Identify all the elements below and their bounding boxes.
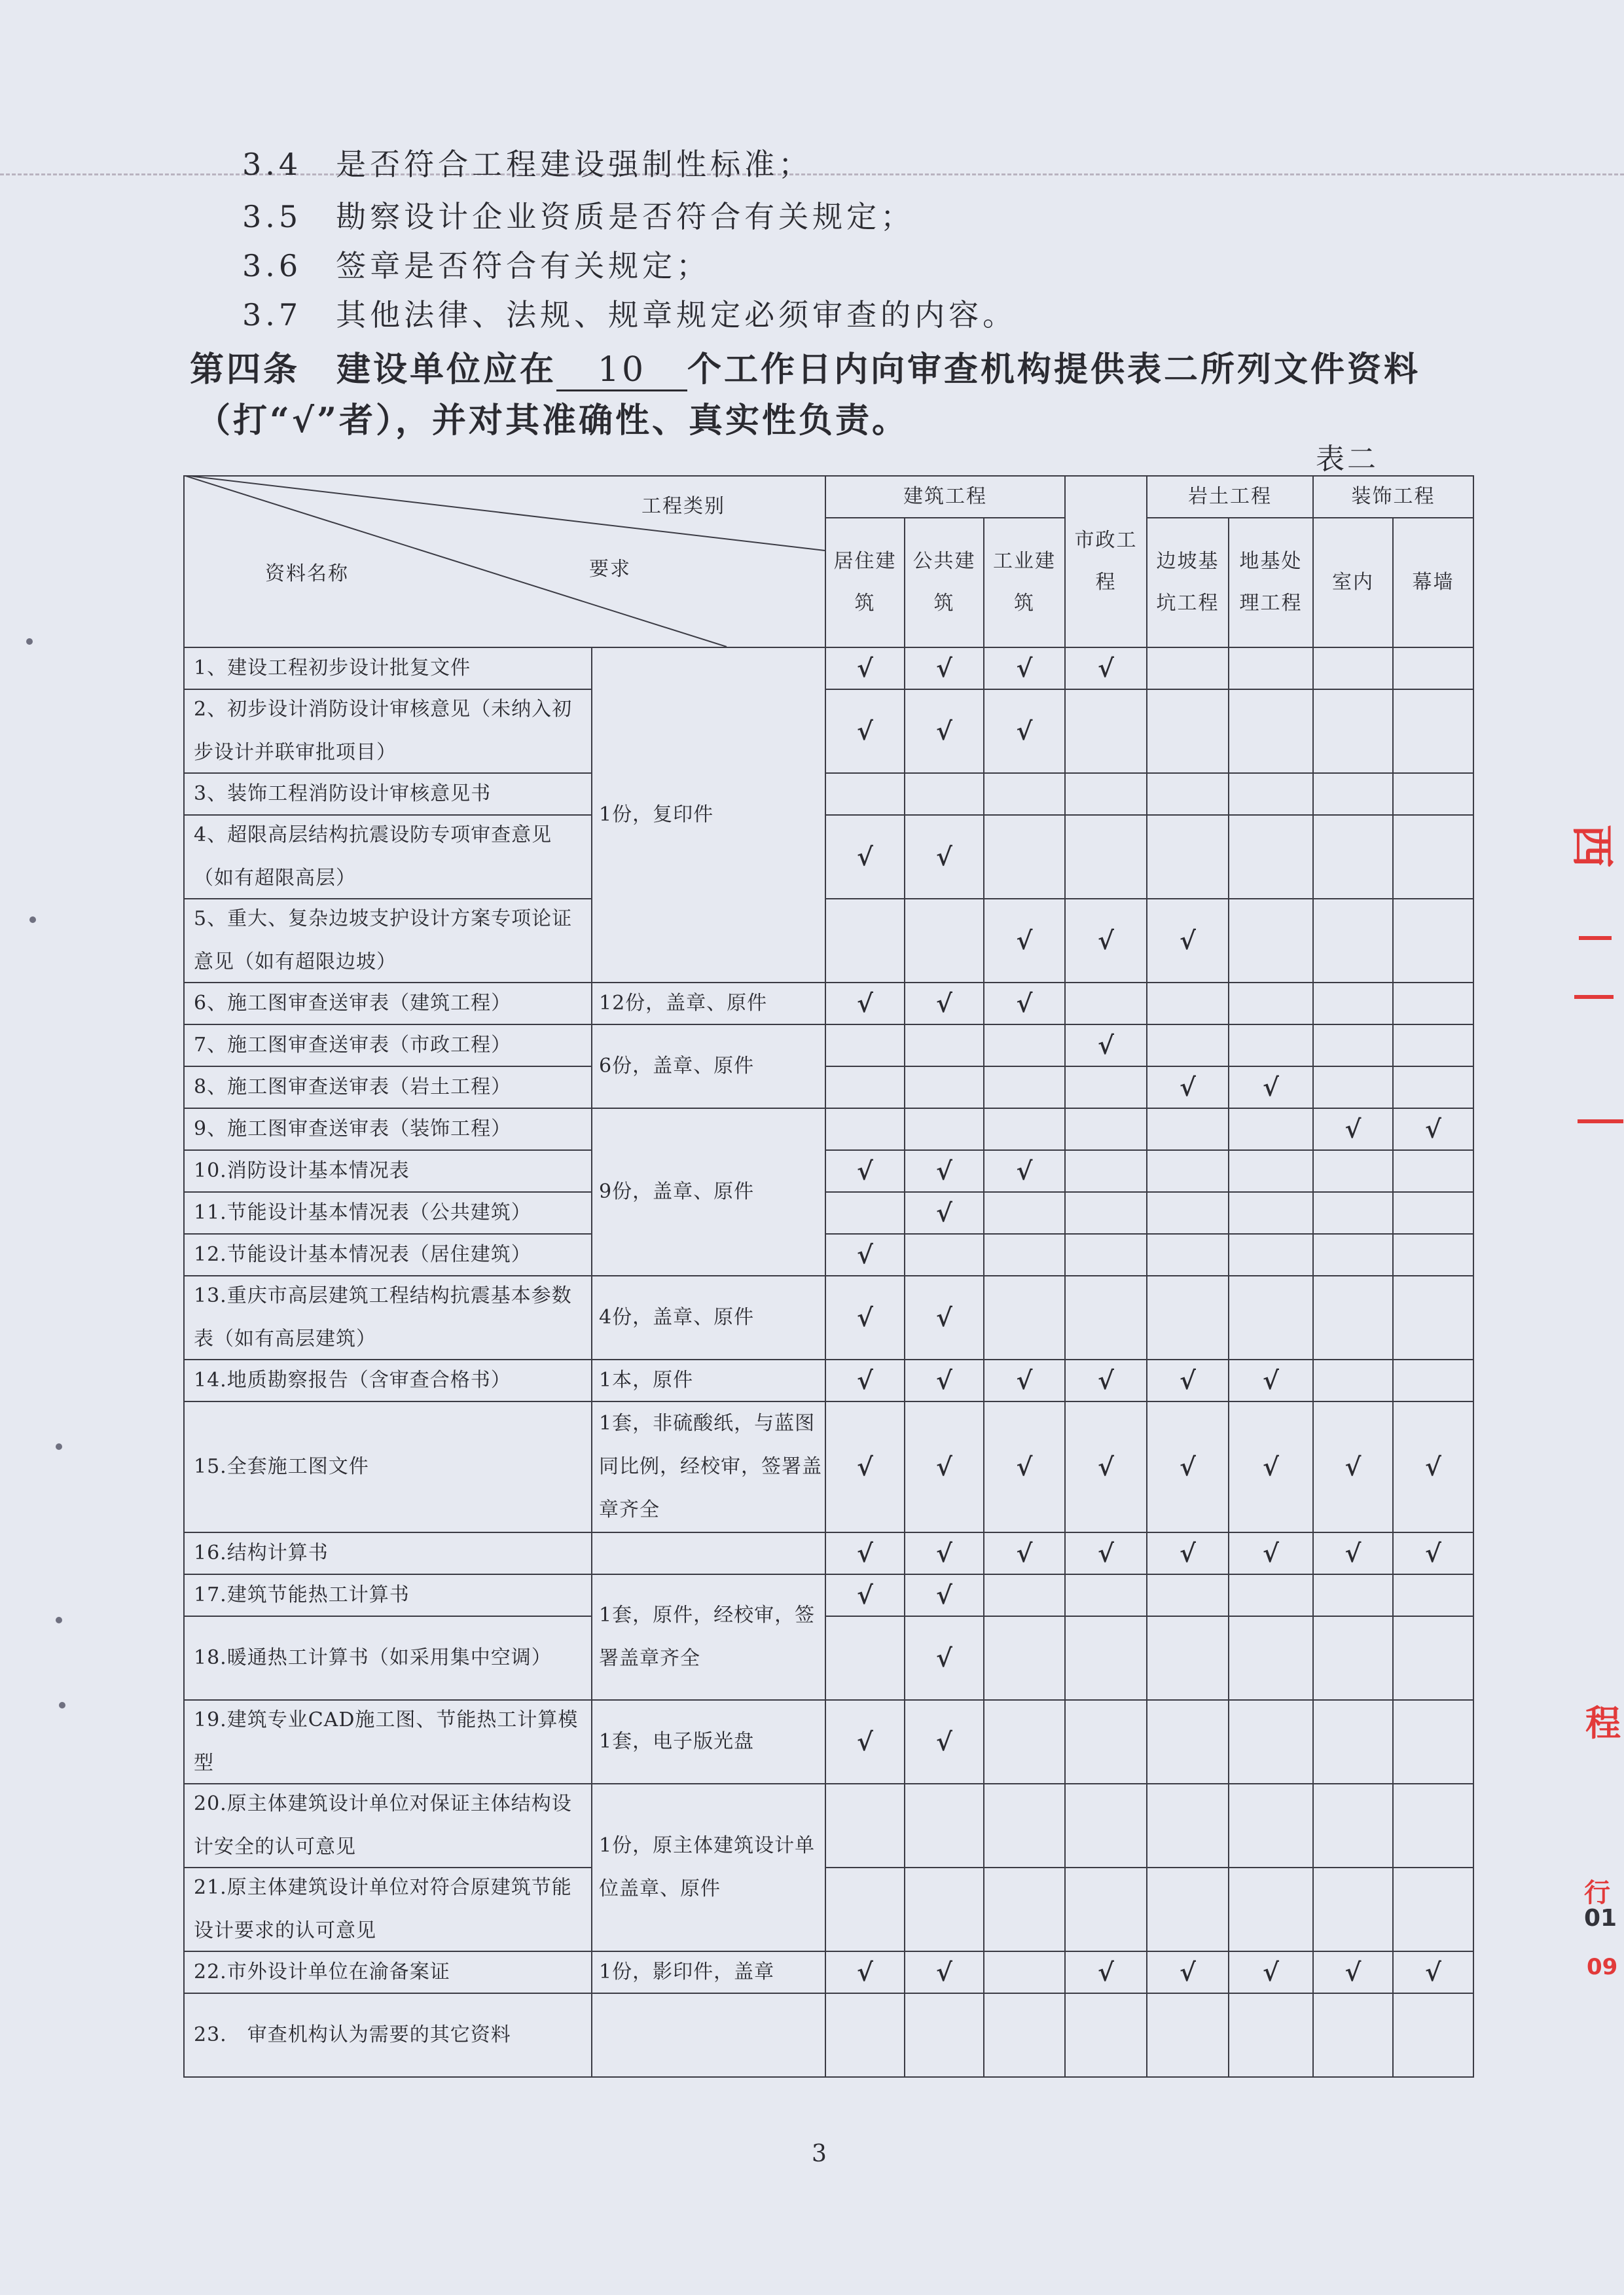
row-name: 20.原主体建筑设计单位对保证主体结构设计安全的认可意见	[183, 1783, 592, 1868]
empty-cell	[1392, 772, 1474, 816]
check-mark: √	[904, 1401, 984, 1533]
empty-cell	[983, 1275, 1066, 1360]
check-mark: √	[1228, 1401, 1314, 1533]
check-mark: √	[904, 982, 984, 1025]
empty-cell	[1312, 1574, 1394, 1617]
check-mark: √	[1064, 1359, 1147, 1402]
check-mark: √	[1146, 1951, 1229, 1994]
empty-cell	[1312, 1867, 1394, 1952]
empty-cell	[1064, 982, 1147, 1025]
check-mark: √	[904, 1699, 984, 1784]
check-mark: √	[1228, 1066, 1314, 1109]
empty-cell	[1146, 1993, 1229, 2078]
header-requirement-label: 要求	[589, 558, 631, 581]
header-diagonal-cell	[183, 475, 826, 648]
check-mark: √	[825, 1951, 905, 1994]
empty-cell	[1064, 1275, 1147, 1360]
binding-hole	[56, 1617, 62, 1623]
empty-cell	[1228, 1699, 1314, 1784]
empty-cell	[1064, 1108, 1147, 1151]
empty-cell	[1146, 1783, 1229, 1868]
empty-cell	[1392, 1066, 1474, 1109]
empty-cell	[825, 1024, 905, 1067]
row-requirement: 6份，盖章、原件	[591, 1024, 826, 1109]
page-number: 3	[812, 2141, 827, 2167]
check-mark: √	[983, 689, 1066, 774]
empty-cell	[1146, 1867, 1229, 1952]
empty-cell	[904, 1783, 984, 1868]
empty-cell	[1392, 1191, 1474, 1235]
row-requirement: 1份，影印件，盖章	[591, 1951, 826, 1994]
empty-cell	[1146, 1699, 1229, 1784]
row-name: 19.建筑专业CAD施工图、节能热工计算模型	[183, 1699, 592, 1784]
header-col-6: 室内	[1312, 517, 1394, 648]
empty-cell	[1312, 982, 1394, 1025]
red-stamp-fragment: 01	[1584, 1905, 1617, 1932]
empty-cell	[1064, 1191, 1147, 1235]
empty-cell	[904, 1867, 984, 1952]
empty-cell	[1392, 1993, 1474, 2078]
check-mark: √	[904, 1191, 984, 1235]
check-mark: √	[904, 814, 984, 899]
empty-cell	[1064, 1867, 1147, 1952]
check-mark: √	[1146, 1532, 1229, 1575]
empty-cell	[983, 1108, 1066, 1151]
empty-cell	[825, 1066, 905, 1109]
check-mark: √	[825, 814, 905, 899]
row-name: 14.地质勘察报告（含审查合格书）	[183, 1359, 592, 1402]
empty-cell	[1228, 898, 1314, 983]
row-name: 5、重大、复杂边坡支护设计方案专项论证意见（如有超限边坡）	[183, 898, 592, 983]
empty-cell	[1312, 1024, 1394, 1067]
empty-cell	[1228, 1024, 1314, 1067]
check-mark: √	[825, 982, 905, 1025]
row-name: 18.暖通热工计算书（如采用集中空调）	[183, 1616, 592, 1701]
row-name: 4、超限高层结构抗震设防专项审查意见（如有超限高层）	[183, 814, 592, 899]
check-mark: √	[825, 1359, 905, 1402]
row-name: 7、施工图审查送审表（市政工程）	[183, 1024, 592, 1067]
days-blank: 10	[556, 350, 687, 391]
check-mark: √	[904, 1275, 984, 1360]
row-name: 2、初步设计消防设计审核意见（未纳入初步设计并联审批项目）	[183, 689, 592, 774]
empty-cell	[904, 1108, 984, 1151]
empty-cell	[1146, 772, 1229, 816]
empty-cell	[1312, 1993, 1394, 2078]
check-mark: √	[1146, 1359, 1229, 1402]
check-mark: √	[904, 1574, 984, 1617]
empty-cell	[1228, 1233, 1314, 1276]
empty-cell	[983, 814, 1066, 899]
empty-cell	[1228, 1574, 1314, 1617]
article-4-line1	[190, 342, 1420, 391]
red-stamp-fragment: 09	[1587, 1954, 1618, 1980]
empty-cell	[1228, 1275, 1314, 1360]
check-mark: √	[983, 1359, 1066, 1402]
empty-cell	[1392, 1699, 1474, 1784]
empty-cell	[1146, 689, 1229, 774]
empty-cell	[983, 1993, 1066, 2078]
empty-cell	[1392, 1616, 1474, 1701]
check-mark: √	[904, 1149, 984, 1193]
empty-cell	[904, 1066, 984, 1109]
empty-cell	[1146, 1233, 1229, 1276]
empty-cell	[983, 1699, 1066, 1784]
check-mark: √	[825, 647, 905, 690]
header-category-label: 工程类别	[641, 495, 725, 518]
empty-cell	[983, 1024, 1066, 1067]
check-mark: √	[983, 647, 1066, 690]
empty-cell	[1312, 647, 1394, 690]
check-mark: √	[904, 647, 984, 690]
empty-cell	[983, 1783, 1066, 1868]
red-stamp-fragment: 行	[1584, 1878, 1610, 1908]
empty-cell	[825, 1191, 905, 1235]
empty-cell	[1228, 1993, 1314, 2078]
empty-cell	[1312, 689, 1394, 774]
row-name: 23. 审查机构认为需要的其它资料	[183, 1993, 592, 2078]
empty-cell	[1064, 1993, 1147, 2078]
header-col-1: 公共建筑	[904, 517, 984, 648]
row-name: 1、建设工程初步设计批复文件	[183, 647, 592, 690]
check-mark: √	[1312, 1401, 1394, 1533]
empty-cell	[1392, 1149, 1474, 1193]
empty-cell	[1064, 1233, 1147, 1276]
red-stamp-mark	[1578, 1119, 1623, 1123]
check-mark: √	[904, 1951, 984, 1994]
check-mark: √	[1064, 1532, 1147, 1575]
article-4-lead: 第四条 建设单位应在	[190, 350, 557, 389]
empty-cell	[825, 1783, 905, 1868]
row-name: 10.消防设计基本情况表	[183, 1149, 592, 1193]
empty-cell	[825, 898, 905, 983]
header-col-0: 居住建筑	[825, 517, 905, 648]
row-requirement-empty	[591, 1993, 826, 2078]
check-mark: √	[825, 1275, 905, 1360]
check-mark: √	[904, 1359, 984, 1402]
empty-cell	[904, 1233, 984, 1276]
empty-cell	[1312, 1616, 1394, 1701]
check-mark: √	[1392, 1108, 1474, 1151]
empty-cell	[1146, 1024, 1229, 1067]
empty-cell	[1146, 982, 1229, 1025]
empty-cell	[983, 1951, 1066, 1994]
empty-cell	[1146, 1108, 1229, 1151]
check-mark: √	[825, 689, 905, 774]
row-name: 16.结构计算书	[183, 1532, 592, 1575]
row-name: 9、施工图审查送审表（装饰工程）	[183, 1108, 592, 1151]
empty-cell	[1064, 772, 1147, 816]
empty-cell	[1392, 1867, 1474, 1952]
empty-cell	[825, 1993, 905, 2078]
empty-cell	[1064, 1066, 1147, 1109]
check-mark: √	[983, 1401, 1066, 1533]
empty-cell	[983, 1233, 1066, 1276]
binding-hole	[59, 1702, 65, 1708]
empty-cell	[983, 772, 1066, 816]
empty-cell	[1228, 647, 1314, 690]
empty-cell	[1312, 814, 1394, 899]
empty-cell	[1064, 1574, 1147, 1617]
empty-cell	[983, 1616, 1066, 1701]
empty-cell	[1228, 1149, 1314, 1193]
empty-cell	[1228, 814, 1314, 899]
row-name: 13.重庆市高层建筑工程结构抗震基本参数表（如有高层建筑）	[183, 1275, 592, 1360]
empty-cell	[1392, 814, 1474, 899]
header-col-7: 幕墙	[1392, 517, 1474, 648]
empty-cell	[1312, 1233, 1394, 1276]
row-name: 22.市外设计单位在渝备案证	[183, 1951, 592, 1994]
empty-cell	[1392, 898, 1474, 983]
empty-cell	[825, 1108, 905, 1151]
row-requirement: 1本，原件	[591, 1359, 826, 1402]
row-requirement: 1套，电子版光盘	[591, 1699, 826, 1784]
empty-cell	[1392, 1275, 1474, 1360]
row-name: 3、装饰工程消防设计审核意见书	[183, 772, 592, 816]
empty-cell	[1064, 814, 1147, 899]
clause-3-4: 3.4 是否符合工程建设强制性标准；	[242, 147, 813, 182]
row-requirement: 1份，原主体建筑设计单位盖章、原件	[591, 1783, 826, 1952]
article-4-line2: （打“√”者），并对其准确性、真实性负责。	[196, 401, 909, 441]
empty-cell	[1392, 1024, 1474, 1067]
binding-hole	[26, 638, 33, 645]
row-requirement: 12份，盖章、原件	[591, 982, 826, 1025]
check-mark: √	[983, 982, 1066, 1025]
empty-cell	[1146, 1149, 1229, 1193]
check-mark: √	[1064, 898, 1147, 983]
row-name: 11.节能设计基本情况表（公共建筑）	[183, 1191, 592, 1235]
empty-cell	[825, 1616, 905, 1701]
empty-cell	[1392, 1233, 1474, 1276]
check-mark: √	[825, 1401, 905, 1533]
check-mark: √	[1146, 1066, 1229, 1109]
red-stamp-mark	[1579, 936, 1612, 940]
empty-cell	[1312, 1783, 1394, 1868]
empty-cell	[1312, 1066, 1394, 1109]
empty-cell	[1228, 772, 1314, 816]
row-name: 6、施工图审查送审表（建筑工程）	[183, 982, 592, 1025]
header-group-decoration: 装饰工程	[1312, 475, 1474, 518]
empty-cell	[1146, 1574, 1229, 1617]
empty-cell	[1146, 814, 1229, 899]
empty-cell	[1312, 1359, 1394, 1402]
header-col-4: 边坡基坑工程	[1146, 517, 1229, 648]
empty-cell	[1312, 1149, 1394, 1193]
check-mark: √	[904, 1532, 984, 1575]
empty-cell	[1312, 772, 1394, 816]
empty-cell	[1146, 1191, 1229, 1235]
check-mark: √	[1392, 1401, 1474, 1533]
empty-cell	[825, 1867, 905, 1952]
binding-hole	[56, 1443, 62, 1450]
empty-cell	[904, 1024, 984, 1067]
empty-cell	[1312, 1275, 1394, 1360]
empty-cell	[1392, 1783, 1474, 1868]
row-name: 12.节能设计基本情况表（居住建筑）	[183, 1233, 592, 1276]
clause-3-7: 3.7 其他法律、法规、规章规定必须审查的内容。	[242, 297, 1017, 333]
row-requirement: 1套，非硫酸纸，与蓝图同比例，经校审，签署盖章齐全	[591, 1401, 826, 1533]
clause-3-6: 3.6 签章是否符合有关规定；	[242, 248, 711, 283]
empty-cell	[983, 1191, 1066, 1235]
empty-cell	[1392, 1574, 1474, 1617]
clause-3-5: 3.5 勘察设计企业资质是否符合有关规定；	[242, 199, 915, 234]
check-mark: √	[825, 1149, 905, 1193]
article-4-tail: 个工作日内向审查机构提供表二所列文件资料	[687, 350, 1421, 389]
empty-cell	[904, 772, 984, 816]
empty-cell	[1228, 1783, 1314, 1868]
check-mark: √	[904, 689, 984, 774]
check-mark: √	[1064, 1401, 1147, 1533]
header-docname-label: 资料名称	[265, 562, 349, 585]
empty-cell	[1064, 1616, 1147, 1701]
check-mark: √	[1312, 1951, 1394, 1994]
empty-cell	[1392, 982, 1474, 1025]
empty-cell	[1228, 1867, 1314, 1952]
empty-cell	[1064, 1783, 1147, 1868]
row-requirement: 9份，盖章、原件	[591, 1108, 826, 1276]
check-mark: √	[983, 898, 1066, 983]
empty-cell	[1228, 1191, 1314, 1235]
empty-cell	[825, 772, 905, 816]
empty-cell	[1312, 898, 1394, 983]
row-name: 17.建筑节能热工计算书	[183, 1574, 592, 1617]
row-requirement-empty	[591, 1532, 826, 1575]
empty-cell	[1146, 1275, 1229, 1360]
header-col-5: 地基处理工程	[1228, 517, 1314, 648]
header-group-building: 建筑工程	[825, 475, 1066, 518]
row-name: 21.原主体建筑设计单位对符合原建筑节能设计要求的认可意见	[183, 1867, 592, 1952]
check-mark: √	[1228, 1532, 1314, 1575]
check-mark: √	[1064, 647, 1147, 690]
binding-hole	[29, 916, 36, 923]
check-mark: √	[825, 1574, 905, 1617]
check-mark: √	[1228, 1951, 1314, 1994]
empty-cell	[1312, 1699, 1394, 1784]
check-mark: √	[1146, 898, 1229, 983]
check-mark: √	[904, 1616, 984, 1701]
row-name: 15.全套施工图文件	[183, 1401, 592, 1533]
red-stamp-fragment: 西	[1566, 824, 1617, 868]
check-mark: √	[1064, 1024, 1147, 1067]
red-stamp-mark	[1574, 995, 1614, 999]
row-requirement: 1套，原件，经校审，签署盖章齐全	[591, 1574, 826, 1701]
empty-cell	[1064, 689, 1147, 774]
row-name: 8、施工图审查送审表（岩土工程）	[183, 1066, 592, 1109]
check-mark: √	[1392, 1951, 1474, 1994]
check-mark: √	[983, 1149, 1066, 1193]
check-mark: √	[1064, 1951, 1147, 1994]
empty-cell	[983, 1574, 1066, 1617]
document-requirements-table	[183, 475, 1473, 2125]
check-mark: √	[1312, 1532, 1394, 1575]
empty-cell	[1228, 1616, 1314, 1701]
table-label: 表二	[1316, 443, 1379, 476]
empty-cell	[904, 898, 984, 983]
check-mark: √	[1228, 1359, 1314, 1402]
empty-cell	[1146, 1616, 1229, 1701]
empty-cell	[1228, 689, 1314, 774]
empty-cell	[1146, 647, 1229, 690]
empty-cell	[983, 1867, 1066, 1952]
check-mark: √	[825, 1699, 905, 1784]
empty-cell	[983, 1066, 1066, 1109]
header-col-2: 工业建筑	[983, 517, 1066, 648]
empty-cell	[1228, 982, 1314, 1025]
empty-cell	[904, 1993, 984, 2078]
row-requirement: 1份，复印件	[591, 647, 826, 983]
empty-cell	[1312, 1191, 1394, 1235]
empty-cell	[1228, 1108, 1314, 1151]
header-col-municipal: 市政工程	[1064, 475, 1147, 648]
check-mark: √	[983, 1532, 1066, 1575]
empty-cell	[1064, 1699, 1147, 1784]
check-mark: √	[1146, 1401, 1229, 1533]
empty-cell	[1392, 1359, 1474, 1402]
header-group-geotechnical: 岩土工程	[1146, 475, 1314, 518]
row-requirement: 4份，盖章、原件	[591, 1275, 826, 1360]
red-stamp-fragment: 程	[1585, 1703, 1621, 1744]
check-mark: √	[825, 1532, 905, 1575]
check-mark: √	[1392, 1532, 1474, 1575]
empty-cell	[1392, 689, 1474, 774]
check-mark: √	[1312, 1108, 1394, 1151]
empty-cell	[1392, 647, 1474, 690]
check-mark: √	[825, 1233, 905, 1276]
empty-cell	[1064, 1149, 1147, 1193]
